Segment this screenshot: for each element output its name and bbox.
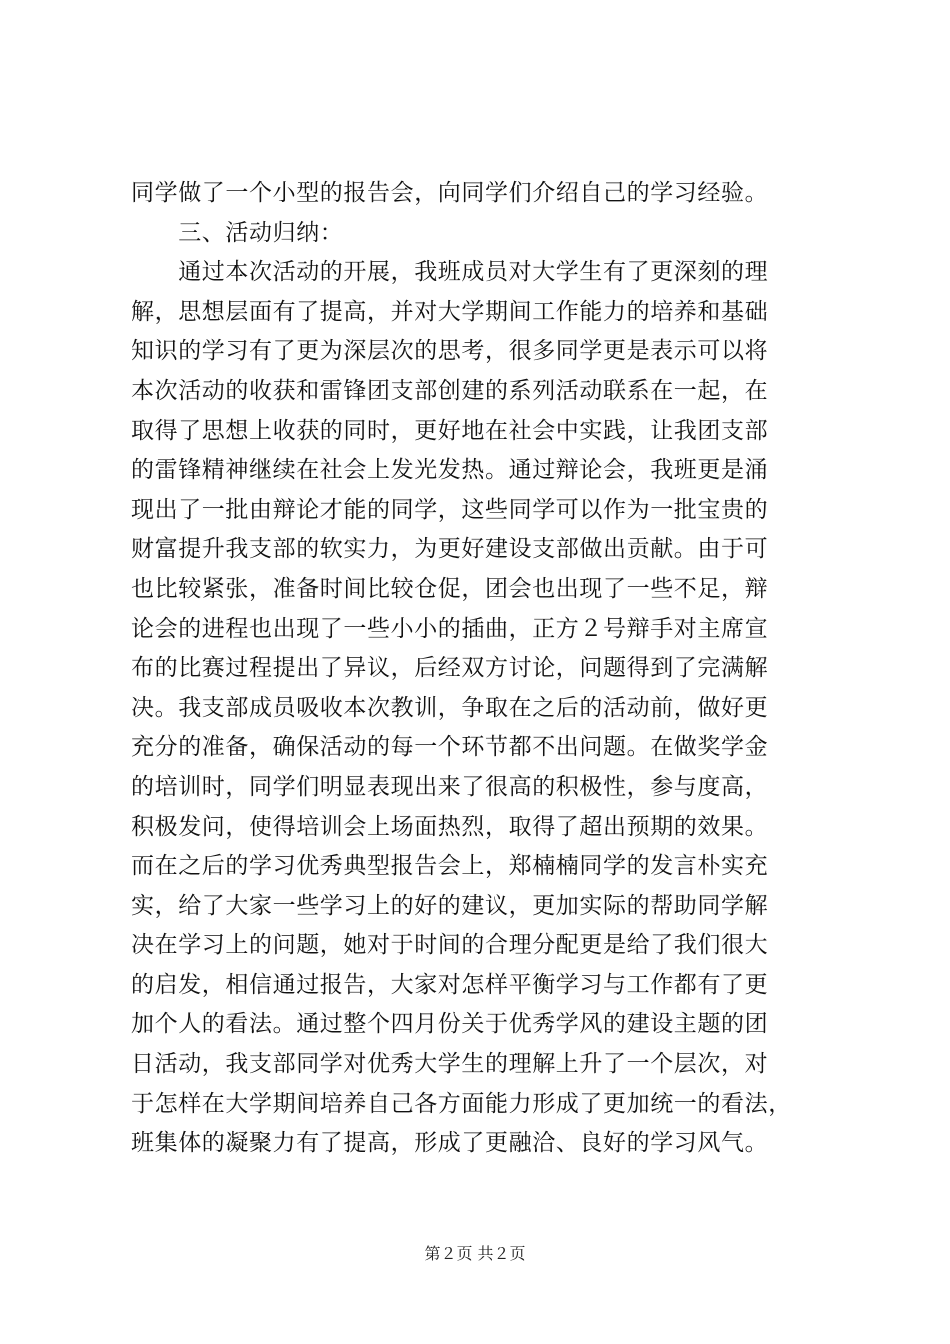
text-line: 班集体的凝聚力有了提高，形成了更融洽、良好的学习风气。 [131, 1130, 769, 1157]
text-line: 本次活动的收获和雷锋团支部创建的系列活动联系在一起，在 [131, 377, 769, 404]
text-line: 通过本次活动的开展，我班成员对大学生有了更深刻的理 [131, 259, 769, 286]
text-line: 而在之后的学习优秀典型报告会上，郑楠楠同学的发言朴实充 [131, 853, 769, 880]
text-line: 实，给了大家一些学习上的好的建议，更加实际的帮助同学解 [131, 892, 769, 919]
text-line: 积极发问，使得培训会上场面热烈，取得了超出预期的效果。 [131, 813, 769, 840]
text-line: 的启发，相信通过报告，大家对怎样平衡学习与工作都有了更 [131, 971, 769, 998]
text-line: 布的比赛过程提出了异议，后经双方讨论，问题得到了完满解 [131, 655, 769, 682]
text-line: 也比较紧张，准备时间比较仓促，团会也出现了一些不足，辩 [131, 575, 769, 602]
text-line: 决。我支部成员吸收本次教训，争取在之后的活动前，做好更 [131, 694, 769, 721]
text-line: 的培训时，同学们明显表现出来了很高的积极性，参与度高， [131, 773, 769, 800]
text-line: 加个人的看法。通过整个四月份关于优秀学风的建设主题的团 [131, 1011, 769, 1038]
text-line: 决在学习上的问题，她对于时间的合理分配更是给了我们很大 [131, 932, 769, 959]
text-line: 日活动，我支部同学对优秀大学生的理解上升了一个层次，对 [131, 1051, 769, 1078]
body-text [131, 174, 831, 1164]
text-line: 取得了思想上收获的同时，更好地在社会中实践，让我团支部 [131, 417, 769, 444]
text-line: 充分的准备，确保活动的每一个环节都不出问题。在做奖学金 [131, 734, 769, 761]
page-number: 第２页 共２页 [424, 1244, 526, 1263]
text-line: 知识的学习有了更为深层次的思考，很多同学更是表示可以将 [131, 338, 769, 365]
text-line: 现出了一批由辩论才能的同学，这些同学可以作为一批宝贵的 [131, 496, 769, 523]
text-line: 于怎样在大学期间培养自己各方面能力形成了更加统一的看法， [131, 1090, 792, 1117]
text-line: 解，思想层面有了提高，并对大学期间工作能力的培养和基础 [131, 298, 769, 325]
text-line: 财富提升我支部的软实力，为更好建设支部做出贡献。由于可 [131, 536, 769, 563]
text-line: 同学做了一个小型的报告会，向同学们介绍自己的学习经验。 [131, 180, 769, 206]
page-footer [0, 1244, 950, 1264]
text-line: 论会的进程也出现了一些小小的插曲，正方２号辩手对主席宣 [131, 615, 769, 642]
section-heading: 三、活动归纳： [131, 219, 344, 246]
text-line: 的雷锋精神继续在社会上发光发热。通过辩论会，我班更是涌 [131, 457, 769, 484]
